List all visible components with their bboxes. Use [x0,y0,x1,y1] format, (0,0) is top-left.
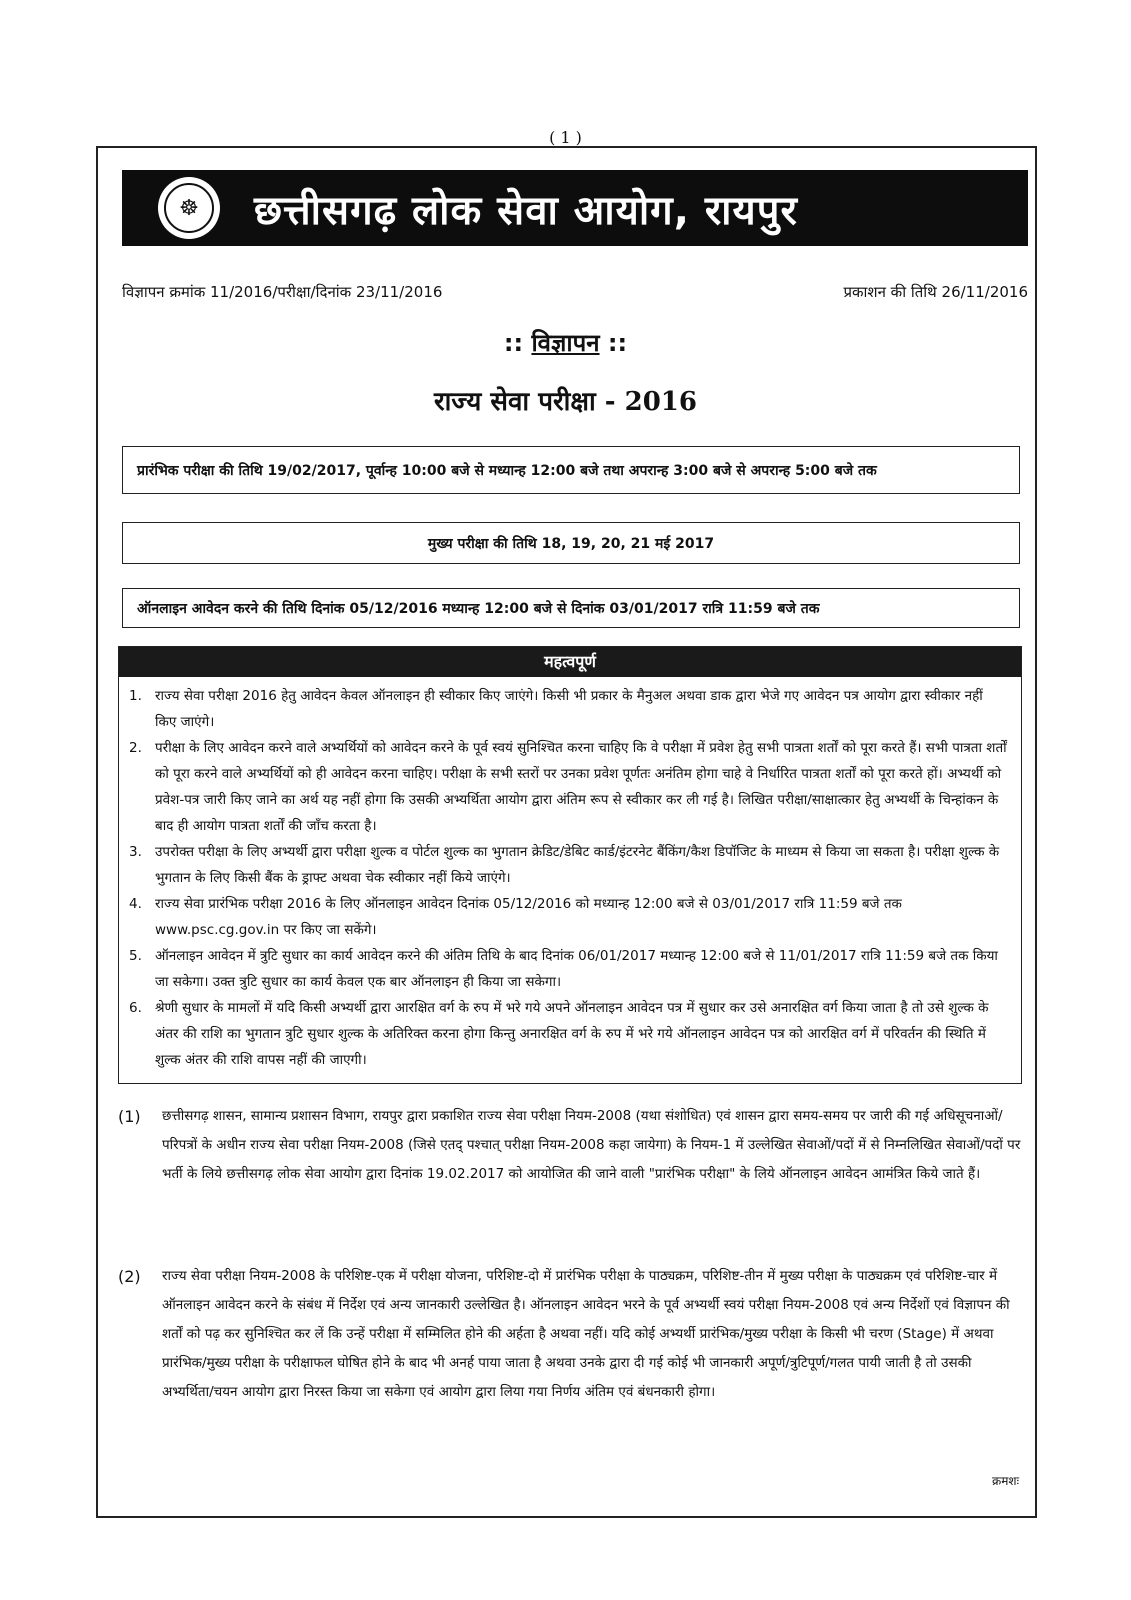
important-section [118,646,1022,1084]
continued-label: क्रमशः [992,1474,1019,1488]
point-text: परीक्षा के लिए आवेदन करने वाले अभ्यर्थियों को आवेदन करने के पूर्व स्वयं सुनिश्चित करना चाहिए कि वे परीक्षा में प्रवेश हेतु सभी पात्रता शर्तों को पूरा करते हैं। सभी पात्रता शर्तों को पूरा करने वाले अभ्यर्थियों को ही आवेदन करना चाहिए। परीक्षा के सभी स्तरों पर उनका प्रवेश पूर्णतः अनंतिम होगा चाहे वे निर्धारित पात्रता शर्तों को पूरा करते हों। अभ्यर्थी को प्रवेश-पत्र जारी किए जाने का अर्थ यह नहीं होगा कि उसकी अभ्यर्थिता आयोग द्वारा अंतिम रूप से स्वीकार कर ली गई है। लिखित परीक्षा/साक्षात्कार हेतु अभ्यर्थी के चिन्हांकन के बाद ही आयोग पात्रता शर्तों की जाँच करता है। [155,740,1007,834]
emblem-seal: ☸ [164,183,214,233]
state-emblem-icon [158,177,220,239]
heading-prefix: :: [503,329,532,357]
list-item [129,683,1007,735]
paragraph-number: (1) [118,1107,141,1126]
point-number: 4. [129,896,142,912]
advertisement-number: विज्ञापन क्रमांक 11/2016/परीक्षा/दिनांक 23/11/2016 [122,283,443,301]
list-item [129,943,1007,995]
advertisement-heading [0,326,1131,359]
publication-date: प्रकाशन की तिथि 26/11/2016 [843,283,1028,301]
heading-suffix: :: [599,329,628,357]
important-points [119,677,1021,1073]
paragraph-text: राज्य सेवा परीक्षा नियम-2008 के परिशिष्ट-एक में परीक्षा योजना, परिशिष्ट-दो में प्रारंभिक परीक्षा के पाठ्यक्रम, परिशिष्ट-तीन में मुख्य परीक्षा के पाठ्यक्रम एवं परिशिष्ट-चार में ऑनलाइन आवेदन करने के संबंध में निर्देश एवं अन्य जानकारी उल्लेखित है। ऑनलाइन आवेदन भरने के पूर्व अभ्यर्थी स्वयं परीक्षा नियम-2008 एवं अन्य निर्देशों एवं विज्ञापन की शर्तों को पढ़ कर सुनिश्चित कर लें कि उन्हें परीक्षा में सम्मिलित होने की अर्हता है अथवा नहीं। यदि कोई अभ्यर्थी प्रारंभिक/मुख्य परीक्षा के किसी भी चरण (Stage) में अथवा प्रारंभिक/मुख्य परीक्षा के परीक्षाफल घोषित होने के बाद भी अनर्ह पाया जाता है अथवा उनके द्वारा दी गई कोई भी जानकारी अपूर्ण/त्रुटिपूर्ण/गलत पायी जाती है तो उसकी अभ्यर्थिता/चयन आयोग द्वारा निरस्त किया जा सकेगा एवं आयोग द्वारा लिया गया निर्णय अंतिम एवं बंधनकारी होगा। [162,1268,1010,1400]
point-number: 3. [129,844,142,860]
point-number: 2. [129,740,142,756]
list-item [129,735,1007,839]
paragraph-1 [118,1102,1022,1189]
exam-title: राज्य सेवा परीक्षा - 2016 [434,387,697,417]
point-text: उपरोक्त परीक्षा के लिए अभ्यर्थी द्वारा परीक्षा शुल्क व पोर्टल शुल्क का भुगतान क्रेडिट/डेबिट कार्ड/इंटरनेट बैंकिंग/कैश डिपॉजिट के माध्यम से किया जा सकता है। परीक्षा शुल्क के भुगतान के लिए किसी बैंक के ड्राफ्ट अथवा चेक स्वीकार नहीं किये जाएंगे। [155,844,1000,886]
point-text: राज्य सेवा परीक्षा 2016 हेतु आवेदन केवल ऑनलाइन ही स्वीकार किए जाएंगे। किसी भी प्रकार के मैनुअल अथवा डाक द्वारा भेजे गए आवेदन पत्र आयोग द्वारा स्वीकार नहीं किए जाएंगे। [155,688,983,730]
mains-date-box: मुख्य परीक्षा की तिथि 18, 19, 20, 21 मई 2017 [122,522,1020,564]
point-text: श्रेणी सुधार के मामलों में यदि किसी अभ्यर्थी द्वारा आरक्षित वर्ग के रुप में भरे गये अपने ऑनलाइन आवेदन पत्र में सुधार कर उसे अनारक्षित वर्ग किया जाता है तो उसे शुल्क के अंतर की राशि का भुगतान त्रुटि सुधार शुल्क के अतिरिक्त करना होगा किन्तु अनारक्षित वर्ग के रुप में भरे गये ऑनलाइन आवेदन पत्र को आरक्षित वर्ग में परिवर्तन की स्थिति में शुल्क अंतर की राशि वापस नहीं की जाएगी। [155,1000,989,1068]
point-number: 5. [129,948,142,964]
paragraph-text: छत्तीसगढ़ शासन, सामान्य प्रशासन विभाग, रायपुर द्वारा प्रकाशित राज्य सेवा परीक्षा नियम-2008 (यथा संशोधित) एवं शासन द्वारा समय-समय पर जारी की गई अधिसूचनाओं/परिपत्रों के अधीन राज्य सेवा परीक्षा नियम-2008 (जिसे एतद् पश्चात् परीक्षा नियम-2008 कहा जायेगा) के नियम-1 में उल्लेखित सेवाओं/पदों में से निम्नलिखित सेवाओं/पदों पर भर्ती के लिये छत्तीसगढ़ लोक सेवा आयोग द्वारा दिनांक 19.02.2017 को आयोजित की जाने वाली "प्रारंभिक परीक्षा" के लिये ऑनलाइन आवेदन आमंत्रित किये जाते हैं। [162,1108,1021,1182]
list-item [129,891,1007,943]
online-application-box: ऑनलाइन आवेदन करने की तिथि दिनांक 05/12/2016 मध्यान्ह 12:00 बजे से दिनांक 03/01/2017 रात्रि 11:59 बजे तक [122,588,1020,628]
page-number: ( 1 ) [549,128,582,147]
important-title: महत्वपूर्ण [119,647,1021,677]
point-text: राज्य सेवा प्रारंभिक परीक्षा 2016 के लिए ऑनलाइन आवेदन दिनांक 05/12/2016 को मध्यान्ह 12:00 बजे से 03/01/2017 रात्रि 11:59 बजे तक www.psc.cg.gov.in पर किए जा सकेंगे। [155,896,902,938]
point-number: 6. [129,1000,142,1016]
heading-label: विज्ञापन [531,329,600,357]
point-number: 1. [129,688,142,704]
commission-title: छत्तीसगढ़ लोक सेवा आयोग, रायपुर [254,187,798,234]
meta-row [122,282,1028,302]
list-item [129,839,1007,891]
paragraph-number: (2) [118,1267,141,1286]
paragraph-2 [118,1262,1022,1407]
header-banner [122,170,1028,246]
list-item [129,995,1007,1073]
prelim-date-box: प्रारंभिक परीक्षा की तिथि 19/02/2017, पूर्वान्ह 10:00 बजे से मध्यान्ह 12:00 बजे तथा अपरान्ह 3:00 बजे से अपरान्ह 5:00 बजे तक [122,446,1020,494]
point-text: ऑनलाइन आवेदन में त्रुटि सुधार का कार्य आवेदन करने की अंतिम तिथि के बाद दिनांक 06/01/2017 मध्यान्ह 12:00 बजे से 11/01/2017 रात्रि 11:59 बजे तक किया जा सकेगा। उक्त त्रुटि सुधार का कार्य केवल एक बार ऑनलाइन ही किया जा सकेगा। [155,948,998,990]
